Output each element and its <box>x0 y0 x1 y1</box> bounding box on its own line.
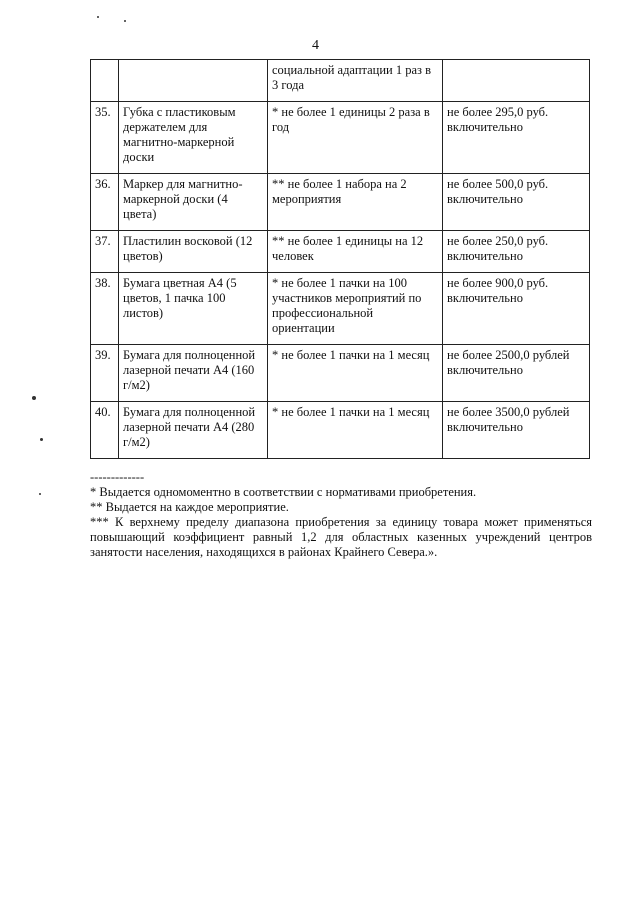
table-row <box>91 402 590 459</box>
page-number: 4 <box>312 38 319 53</box>
table-row <box>91 102 590 174</box>
item-name: Бумага цветная А4 (5 цветов, 1 пачка 100 листов) <box>119 273 268 345</box>
item-price: не более 900,0 руб. включительно <box>443 273 590 345</box>
item-number: 35. <box>91 102 119 174</box>
item-norm: ** не более 1 единицы на 12 человек <box>268 231 443 273</box>
scan-speck <box>39 493 41 495</box>
item-norm: * не более 1 единицы 2 раза в год <box>268 102 443 174</box>
item-norm: * не более 1 пачки на 1 месяц <box>268 402 443 459</box>
item-number: 38. <box>91 273 119 345</box>
item-number <box>91 60 119 102</box>
item-norm: социальной адаптации 1 раз в 3 года <box>268 60 443 102</box>
scan-speck <box>32 396 36 400</box>
scan-speck <box>97 16 99 18</box>
item-name: Маркер для магнитно-маркерной доски (4 цвета) <box>119 174 268 231</box>
table-row <box>91 174 590 231</box>
item-price: не более 295,0 руб. включительно <box>443 102 590 174</box>
scan-speck <box>40 438 43 441</box>
table-row <box>91 273 590 345</box>
item-number: 36. <box>91 174 119 231</box>
footnote-2: ** Выдается на каждое мероприятие. <box>90 500 289 514</box>
table-row <box>91 60 590 102</box>
item-price <box>443 60 590 102</box>
item-name <box>119 60 268 102</box>
item-norm: * не более 1 пачки на 100 участников мероприятий по профессиональной ориентации <box>268 273 443 345</box>
item-number: 37. <box>91 231 119 273</box>
footnote-3: *** К верхнему пределу диапазона приобретения за единицу товара может применяться повышающий коэффициент равный 1,2 для областных казенных учреждений центров занятости населения, находящихся в районах Крайнего Севера.». <box>90 515 592 559</box>
item-norm: * не более 1 пачки на 1 месяц <box>268 345 443 402</box>
item-number: 39. <box>91 345 119 402</box>
item-price: не более 3500,0 рублей включительно <box>443 402 590 459</box>
table-row <box>91 231 590 273</box>
item-price: не более 2500,0 рублей включительно <box>443 345 590 402</box>
table-row <box>91 345 590 402</box>
footnote-1: * Выдается одномоментно в соответствии с нормативами приобретения. <box>90 485 477 499</box>
item-price: не более 500,0 руб. включительно <box>443 174 590 231</box>
item-number: 40. <box>91 402 119 459</box>
item-name: Бумага для полноценной лазерной печати А4 (280 г/м2) <box>119 402 268 459</box>
item-norm: ** не более 1 набора на 2 мероприятия <box>268 174 443 231</box>
footnotes <box>90 470 592 560</box>
scan-speck <box>124 20 126 22</box>
item-price: не более 250,0 руб. включительно <box>443 231 590 273</box>
items-table <box>90 59 590 459</box>
item-name: Губка с пластиковым держателем для магнитно-маркерной доски <box>119 102 268 174</box>
item-name: Пластилин восковой (12 цветов) <box>119 231 268 273</box>
item-name: Бумага для полноценной лазерной печати А4 (160 г/м2) <box>119 345 268 402</box>
footnote-separator: ------------- <box>90 470 145 484</box>
